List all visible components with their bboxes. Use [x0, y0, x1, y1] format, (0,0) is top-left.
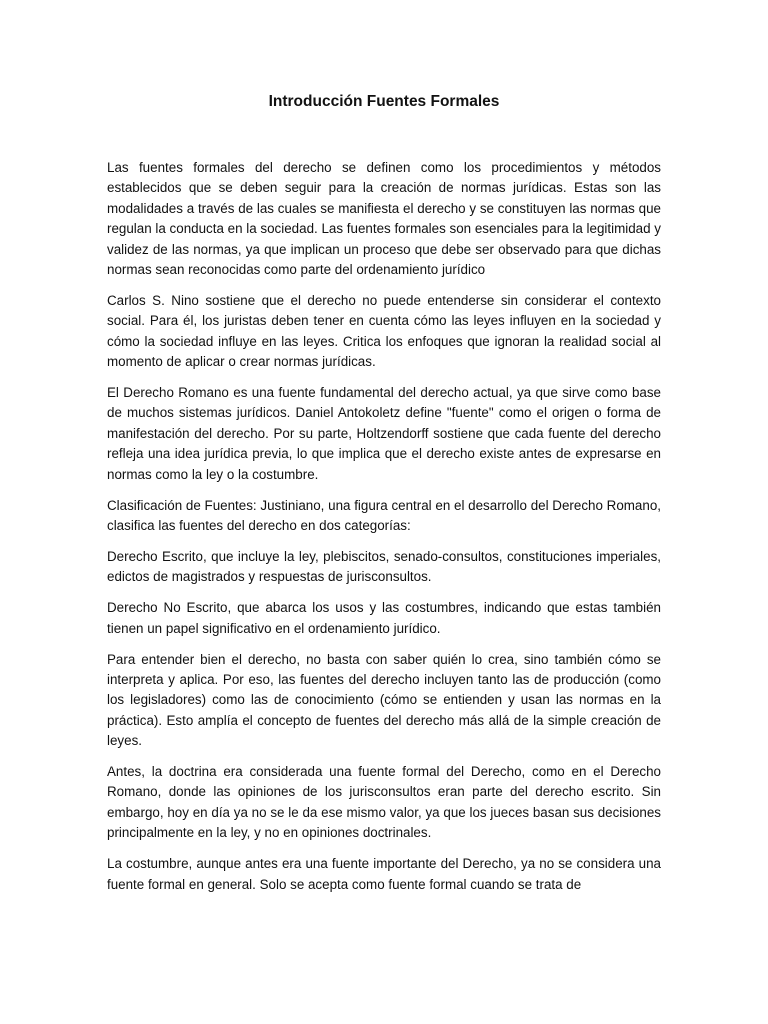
paragraph-nino: Carlos S. Nino sostiene que el derecho no puede entenderse sin considerar el contexto social. Para él, los juristas deben tener en cuenta cómo las leyes influyen en la sociedad y cómo la sociedad influye en las leyes. Critica los enfoques que ignoran la realidad social al momento de aplicar o crear normas jurídicas.	[107, 292, 661, 370]
document-body	[107, 158, 661, 895]
paragraph-derecho-escrito: Derecho Escrito, que incluye la ley, plebiscitos, senado-consultos, constituciones imperiales, edictos de magistrados y respuestas de jurisconsultos.	[107, 548, 661, 585]
paragraph-derecho-no-escrito: Derecho No Escrito, que abarca los usos y las costumbres, indicando que estas también tienen un papel significativo en el ordenamiento jurídico.	[107, 600, 661, 636]
paragraph-interpretacion: Para entender bien el derecho, no basta con saber quién lo crea, sino también cómo se interpreta y aplica. Por eso, las fuentes del derecho incluyen tanto las de producción (como los legisladores) como las de conocimiento (cómo se entienden y usan las normas en la práctica). Esto amplía el concepto de fuentes del derecho más allá de la simple creación de leyes.	[107, 651, 661, 749]
paragraph-intro: Las fuentes formales del derecho se definen como los procedimientos y métodos establecidos que se deben seguir para la creación de normas jurídicas. Estas son las modalidades a través de las cuales se manifiesta el derecho y se constituyen las normas que regulan la conducta en la sociedad. Las fuentes formales son esenciales para la legitimidad y validez de las normas, ya que implican un proceso que debe ser observado para que dichas normas sean reconocidas como parte del ordenamiento jurídico	[107, 160, 661, 278]
paragraph-costumbre: La costumbre, aunque antes era una fuente importante del Derecho, ya no se considera una fuente formal en general. Solo se acepta como fuente formal cuando se trata de	[107, 856, 661, 892]
document-title: Introducción Fuentes Formales	[268, 93, 500, 110]
paragraph-doctrina: Antes, la doctrina era considerada una fuente formal del Derecho, como en el Derecho Romano, donde las opiniones de los jurisconsultos eran parte del derecho escrito. Sin embargo, hoy en día ya no se le da ese mismo valor, ya que los jueces basan sus decisiones principalmente en la ley, y no en opiniones doctrinales.	[107, 764, 661, 841]
paragraph-clasificacion: Clasificación de Fuentes: Justiniano, una figura central en el desarrollo del Derecho Romano, clasifica las fuentes del derecho en dos categorías:	[107, 497, 661, 533]
paragraph-derecho-romano: El Derecho Romano es una fuente fundamental del derecho actual, ya que sirve como base de muchos sistemas jurídicos. Daniel Antokoletz define "fuente" como el origen o forma de manifestación del derecho. Por su parte, Holtzendorff sostiene que cada fuente del derecho refleja una idea jurídica previa, lo que implica que el derecho existe antes de expresarse en normas como la ley o la costumbre.	[107, 385, 661, 482]
